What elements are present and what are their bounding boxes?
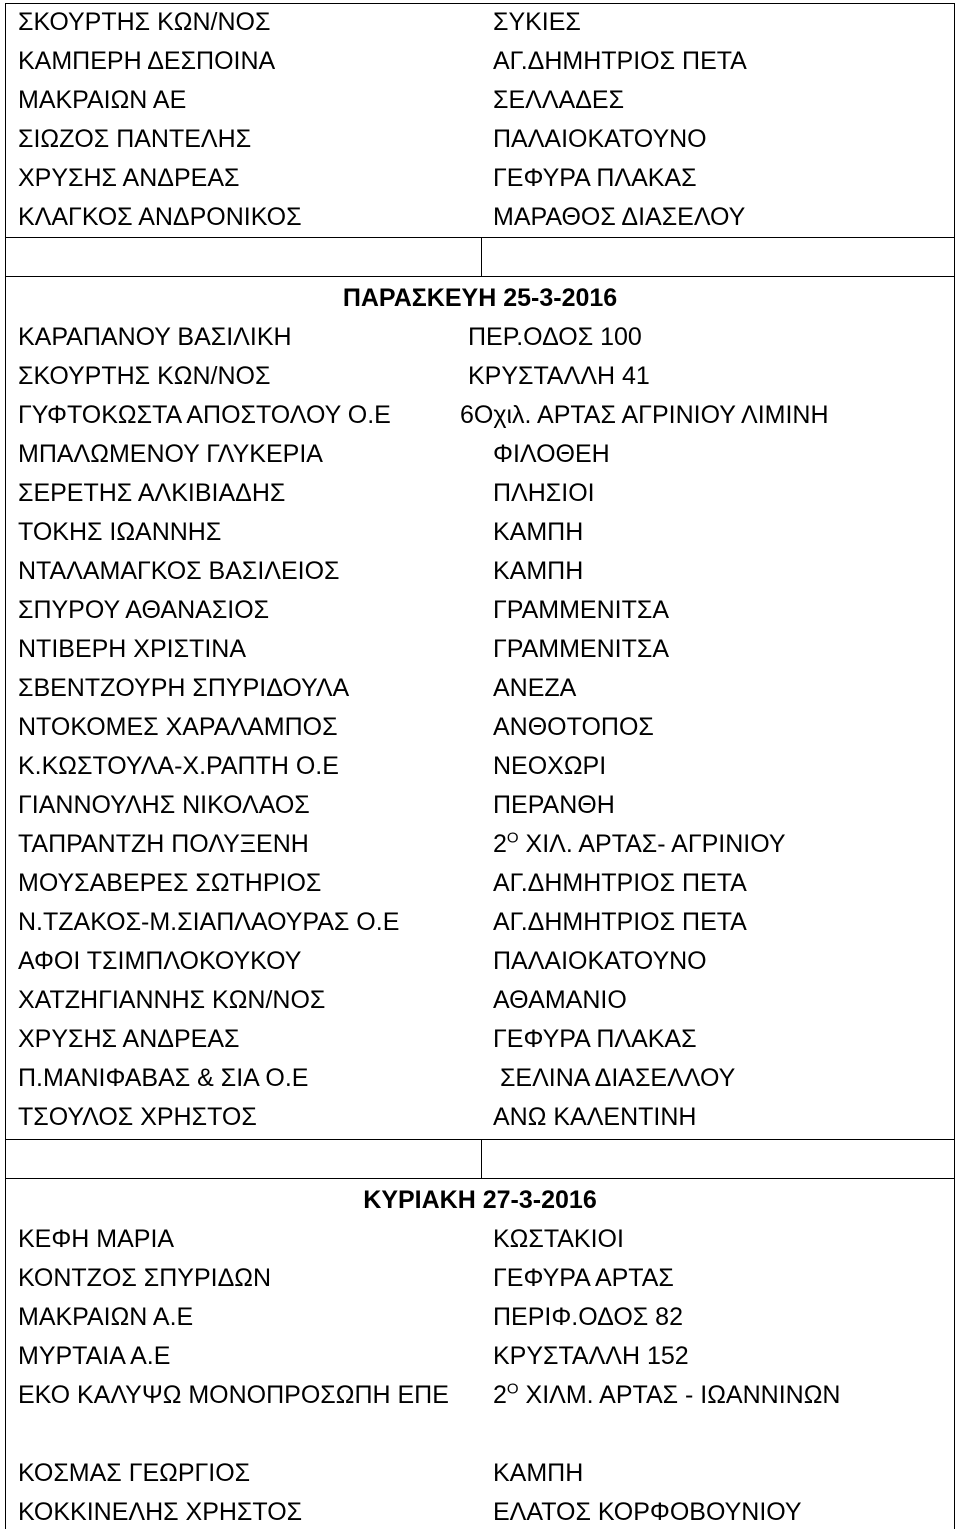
- row-separator: [6, 1139, 954, 1140]
- name-cell: ΚΛΑΓΚΟΣ ΑΝΔΡΟΝΙΚΟΣ: [18, 203, 302, 231]
- table-row: [6, 81, 954, 120]
- name-cell: ΜΟΥΣΑΒΕΡΕΣ ΣΩΤΗΡΙΟΣ: [18, 869, 322, 897]
- name-cell: ΣΙΩΖΟΣ ΠΑΝΤΕΛΗΣ: [18, 125, 252, 153]
- column-separator: [481, 1139, 482, 1178]
- table-row: [6, 825, 954, 864]
- table-row: [6, 864, 954, 903]
- place-cell: ΠΕΡΑΝΘΗ: [493, 791, 615, 819]
- place-cell: ΑΝΩ ΚΑΛΕΝΤΙΝΗ: [493, 1103, 697, 1131]
- place-cell: ΓΕΦΥΡΑ ΠΛΑΚΑΣ: [493, 1025, 697, 1053]
- name-cell: ΕΚΟ ΚΑΛΥΨΩ ΜΟΝΟΠΡΟΣΩΠΗ ΕΠΕ: [18, 1381, 449, 1409]
- name-cell: ΓΥΦΤΟΚΩΣΤΑ ΑΠΟΣΤΟΛΟΥ Ο.Ε: [18, 401, 391, 429]
- name-cell: Κ.ΚΩΣΤΟΥΛΑ-Χ.ΡΑΠΤΗ Ο.Ε: [18, 752, 339, 780]
- place-cell: ΚΑΜΠΗ: [493, 557, 584, 585]
- place-cell: ΜΑΡΑΘΟΣ ΔΙΑΣΕΛΟΥ: [493, 203, 746, 231]
- table-row: [6, 3, 954, 42]
- place-cell: ΝΕΟΧΩΡΙ: [493, 752, 607, 780]
- place-cell: ΠΛΗΣΙΟΙ: [493, 479, 595, 507]
- ordinal-superscript: Ο: [506, 1380, 519, 1398]
- table-row: [6, 1298, 954, 1337]
- name-cell: ΧΡΥΣΗΣ ΑΝΔΡΕΑΣ: [18, 164, 240, 192]
- name-cell: ΚΟΚΚΙΝΕΛΗΣ ΧΡΗΣΤΟΣ: [18, 1498, 303, 1526]
- place-cell: ΑΓ.ΔΗΜΗΤΡΙΟΣ ΠΕΤΑ: [493, 908, 747, 936]
- name-cell: ΣΚΟΥΡΤΗΣ ΚΩΝ/ΝΟΣ: [18, 8, 271, 36]
- table-row: [6, 1020, 954, 1059]
- row-separator: [6, 237, 954, 238]
- table-row: [6, 513, 954, 552]
- table-row: [6, 1376, 954, 1454]
- table-row: [6, 1259, 954, 1298]
- table-row: [6, 357, 954, 396]
- table-row: [6, 786, 954, 825]
- table-row: [6, 591, 954, 630]
- table-row: [6, 1493, 954, 1532]
- name-cell: ΜΠΑΛΩΜΕΝΟΥ ΓΛΥΚΕΡΙΑ: [18, 440, 323, 468]
- name-cell: ΚΑΡΑΠΑΝΟΥ ΒΑΣΙΛΙΚΗ: [18, 323, 292, 351]
- place-cell: ΑΝΘΟΤΟΠΟΣ: [493, 713, 654, 741]
- name-cell: ΑΦΟΙ ΤΣΙΜΠΛΟΚΟΥΚΟΥ: [18, 947, 302, 975]
- name-cell: ΚΑΜΠΕΡΗ ΔΕΣΠΟΙΝΑ: [18, 47, 276, 75]
- name-cell: ΝΤΙΒΕΡΗ ΧΡΙΣΤΙΝΑ: [18, 635, 246, 663]
- row-separator: [6, 1178, 954, 1179]
- place-cell: $2^O$ ΧΙΛ. ΑΡΤΑΣ- ΑΓΡΙΝΙΟΥ: [493, 829, 786, 858]
- place-cell: ΚΑΜΠΗ: [493, 1459, 584, 1487]
- table-row: [6, 1337, 954, 1376]
- place-cell: ΚΑΜΠΗ: [493, 518, 584, 546]
- table-row: [6, 942, 954, 981]
- name-cell: ΣΕΡΕΤΗΣ ΑΛΚΙΒΙΑΔΗΣ: [18, 479, 286, 507]
- place-cell: ΑΘΑΜΑΝΙΟ: [493, 986, 627, 1014]
- name-cell: ΤΣΟΥΛΟΣ ΧΡΗΣΤΟΣ: [18, 1103, 257, 1131]
- name-cell: ΣΠΥΡΟΥ ΑΘΑΝΑΣΙΟΣ: [18, 596, 270, 624]
- table-row: [6, 747, 954, 786]
- table-row: [6, 1220, 954, 1259]
- name-cell: ΜΑΚΡΑΙΩΝ ΑΕ: [18, 86, 187, 114]
- name-cell: ΣΚΟΥΡΤΗΣ ΚΩΝ/ΝΟΣ: [18, 362, 271, 390]
- name-cell: ΣΒΕΝΤΖΟΥΡΗ ΣΠΥΡΙΔΟΥΛΑ: [18, 674, 350, 702]
- date-heading: ΚΥΡΙΑΚΗ 27-3-2016: [363, 1186, 597, 1214]
- place-cell: $2^O$ ΧΙΛΜ. ΑΡΤΑΣ - ΙΩΑΝΝΙΝΩΝ: [493, 1380, 841, 1409]
- table-row: [6, 474, 954, 513]
- table-row: [6, 318, 954, 357]
- place-cell: ΣΥΚΙΕΣ: [493, 8, 581, 36]
- place-cell: ΚΩΣΤΑΚΙΟΙ: [493, 1225, 624, 1253]
- table-row: [6, 159, 954, 198]
- name-cell: Ν.ΤΖΑΚΟΣ-Μ.ΣΙΑΠΛΑΟΥΡΑΣ Ο.Ε: [18, 908, 400, 936]
- place-cell: ΠΕΡ.ΟΔΟΣ 100: [468, 323, 642, 351]
- name-cell: ΜΑΚΡΑΙΩΝ Α.Ε: [18, 1303, 194, 1331]
- name-cell: ΓΙΑΝΝΟΥΛΗΣ ΝΙΚΟΛΑΟΣ: [18, 791, 310, 819]
- table-row: [6, 708, 954, 747]
- name-cell: Π.ΜΑΝΙΦΑΒΑΣ & ΣΙΑ Ο.Ε: [18, 1064, 309, 1092]
- table-row: [6, 630, 954, 669]
- name-cell: ΜΥΡΤΑΙΑ Α.Ε: [18, 1342, 171, 1370]
- place-cell: ΑΝΕΖΑ: [493, 674, 577, 702]
- place-cell: 6Οχιλ. ΑΡΤΑΣ ΑΓΡΙΝΙΟΥ ΛΙΜΙΝΗ: [460, 401, 829, 429]
- date-heading: ΠΑΡΑΣΚΕΥΗ 25-3-2016: [342, 284, 618, 312]
- table-row: [6, 198, 954, 237]
- table-row: [6, 120, 954, 159]
- table-row: [6, 396, 954, 435]
- column-separator: [481, 237, 482, 276]
- table-row: [6, 42, 954, 81]
- place-cell: ΓΡΑΜΜΕΝΙΤΣΑ: [493, 596, 669, 624]
- place-cell: ΑΓ.ΔΗΜΗΤΡΙΟΣ ΠΕΤΑ: [493, 47, 747, 75]
- table-row: [6, 1059, 954, 1098]
- pharmacy-duty-table: [5, 3, 955, 1529]
- name-cell: ΤΑΠΡΑΝΤΖΗ ΠΟΛΥΞΕΝΗ: [18, 830, 309, 858]
- name-cell: ΚΟΝΤΖΟΣ ΣΠΥΡΙΔΩΝ: [18, 1264, 272, 1292]
- name-cell: ΤΟΚΗΣ ΙΩΑΝΝΗΣ: [18, 518, 222, 546]
- place-cell: ΚΡΥΣΤΑΛΛΗ 41: [468, 362, 650, 390]
- place-cell: ΓΕΦΥΡΑ ΑΡΤΑΣ: [493, 1264, 674, 1292]
- table-row: [6, 903, 954, 942]
- name-cell: ΝΤΟΚΟΜΕΣ ΧΑΡΑΛΑΜΠΟΣ: [18, 713, 338, 741]
- place-cell: ΣΕΛΙΝΑ ΔΙΑΣΕΛΛΟΥ: [493, 1064, 736, 1092]
- name-cell: ΝΤΑΛΑΜΑΓΚΟΣ ΒΑΣΙΛΕΙΟΣ: [18, 557, 340, 585]
- table-row: [6, 669, 954, 708]
- name-cell: ΧΡΥΣΗΣ ΑΝΔΡΕΑΣ: [18, 1025, 240, 1053]
- place-cell: ΑΓ.ΔΗΜΗΤΡΙΟΣ ΠΕΤΑ: [493, 869, 747, 897]
- place-cell: ΕΛΑΤΟΣ ΚΟΡΦΟΒΟΥΝΙΟΥ: [493, 1498, 802, 1526]
- row-separator: [6, 276, 954, 277]
- place-cell: ΠΕΡΙΦ.ΟΔΟΣ 82: [493, 1303, 683, 1331]
- table-row: [6, 1098, 954, 1137]
- name-cell: ΚΕΦΗ ΜΑΡΙΑ: [18, 1225, 175, 1253]
- place-cell: ΓΡΑΜΜΕΝΙΤΣΑ: [493, 635, 669, 663]
- name-cell: ΚΟΣΜΑΣ ΓΕΩΡΓΙΟΣ: [18, 1459, 251, 1487]
- table-row: [6, 981, 954, 1020]
- place-cell: ΓΕΦΥΡΑ ΠΛΑΚΑΣ: [493, 164, 697, 192]
- table-row: [6, 552, 954, 591]
- place-cell: ΣΕΛΛΑΔΕΣ: [493, 86, 625, 114]
- place-cell: ΠΑΛΑΙΟΚΑΤΟΥΝΟ: [493, 125, 707, 153]
- place-cell: ΠΑΛΑΙΟΚΑΤΟΥΝΟ: [493, 947, 707, 975]
- ordinal-superscript: Ο: [506, 829, 519, 847]
- table-row: [6, 435, 954, 474]
- name-cell: ΧΑΤΖΗΓΙΑΝΝΗΣ ΚΩΝ/ΝΟΣ: [18, 986, 326, 1014]
- table-row: [6, 1454, 954, 1493]
- place-cell: ΦΙΛΟΘΕΗ: [493, 440, 610, 468]
- place-cell: ΚΡΥΣΤΑΛΛΗ 152: [493, 1342, 689, 1370]
